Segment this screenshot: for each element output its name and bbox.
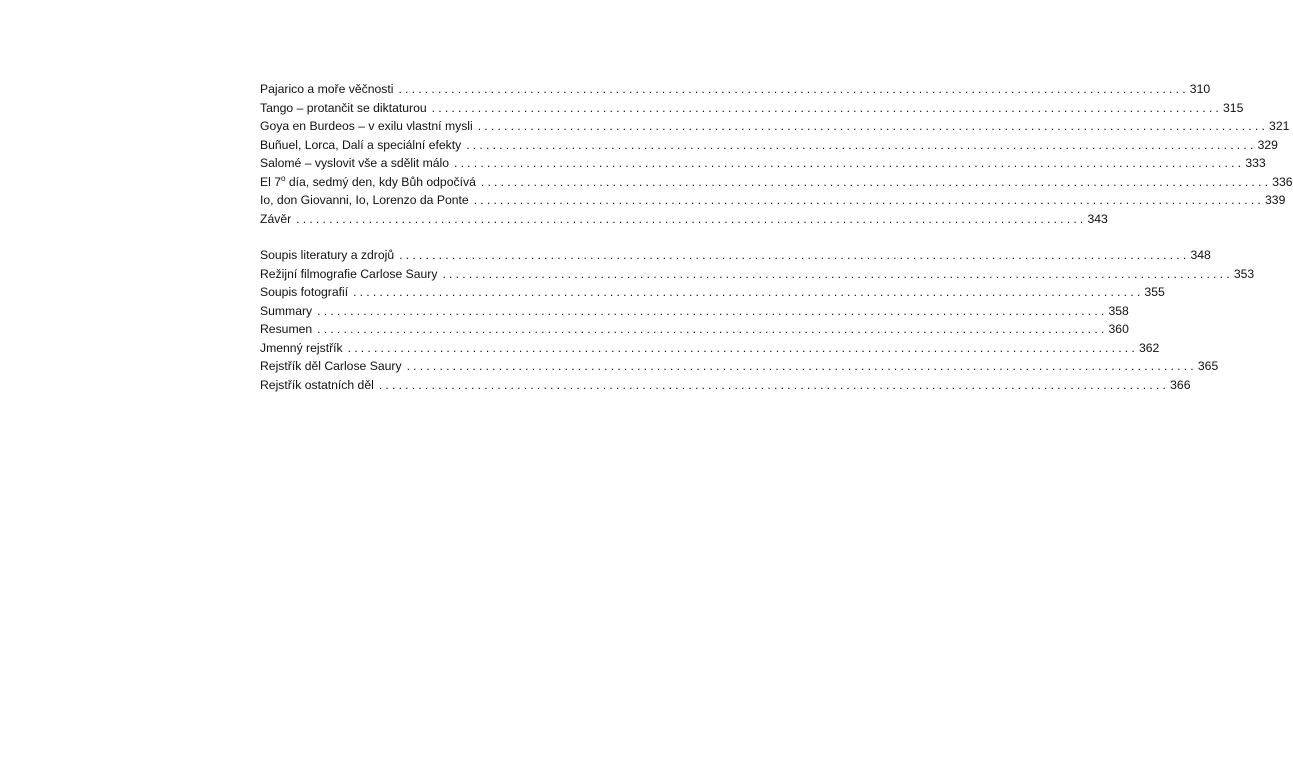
- toc-entry-title-text: Rejstřík děl Carlose Saury: [260, 359, 402, 373]
- toc-entry-title-text: Resumen: [260, 322, 313, 336]
- toc-entry[interactable]: [260, 246, 1211, 265]
- toc-dot-leader: ........................................................................................................................: [473, 193, 1265, 207]
- toc-dot-leader: ........................................................................................................................: [347, 340, 1138, 355]
- toc-entry-page-number: 358: [1108, 303, 1129, 318]
- toc-dot-leader: ........................................................................................................................: [296, 211, 1087, 226]
- toc-entry-title: [260, 376, 374, 397]
- toc-entry-title-text: Rejstřík ostatních děl: [260, 377, 374, 392]
- toc-entry-title-superscript: o: [281, 173, 286, 183]
- toc-entry-title: [260, 99, 427, 120]
- toc-dot-leader: ........................................................................................................................: [353, 285, 1144, 299]
- toc-entry-title-text: El 7: [260, 174, 282, 189]
- toc-entry-title-text: Režijní filmografie Carlose Saury: [260, 266, 438, 281]
- toc-dot-leader: ........................................................................................................................: [378, 377, 1170, 392]
- toc-entry[interactable]: [260, 136, 1278, 155]
- toc-entry-title: [260, 246, 394, 267]
- toc-entry-page-number: 353: [1233, 266, 1255, 281]
- toc-dot-leader: ........................................................................................................................: [442, 266, 1233, 281]
- toc-entry[interactable]: [260, 320, 1129, 339]
- toc-entry[interactable]: [260, 265, 1255, 284]
- toc-entry-title: [260, 210, 291, 231]
- toc-dot-leader: ........................................................................................................................: [453, 156, 1245, 170]
- toc-entry-title: [260, 191, 469, 212]
- toc-dot-leader: ........................................................................................................................: [398, 82, 1189, 96]
- toc-entry-title: [260, 265, 437, 286]
- toc-entry[interactable]: [260, 154, 1266, 173]
- toc-dot-leader: ........................................................................................................................: [399, 248, 1190, 262]
- toc-dot-leader: ........................................................................................................................: [480, 174, 1272, 189]
- toc-entry-page-number: 366: [1170, 377, 1191, 392]
- toc-entry-page-number: 365: [1197, 359, 1219, 373]
- toc-entry-page-number: 348: [1190, 248, 1211, 262]
- toc-entry-page-number: 336: [1272, 174, 1293, 189]
- toc-entry[interactable]: [260, 80, 1211, 99]
- toc-entry[interactable]: [260, 191, 1286, 210]
- toc-entry-page-number: 343: [1087, 211, 1108, 226]
- toc-entry-title: [260, 136, 461, 157]
- toc-entry-title: [260, 339, 343, 360]
- toc-entry[interactable]: [260, 210, 1108, 229]
- toc-dot-leader: ........................................................................................................................: [406, 359, 1197, 373]
- toc-entry-title: [260, 80, 393, 101]
- toc-entry-title-text: Závěr: [260, 211, 292, 226]
- toc-entry-page-number: 333: [1245, 156, 1266, 170]
- toc-entry[interactable]: [260, 283, 1165, 302]
- toc-entry-page-number: 329: [1257, 137, 1278, 152]
- table-of-contents: [260, 80, 1293, 394]
- toc-entry-title-text: Salomé – vyslovit vše a sdělit málo: [260, 156, 449, 170]
- toc-entry-title-text: Jmenný rejstřík: [260, 340, 343, 355]
- toc-entry-title-text: Summary: [260, 303, 313, 318]
- toc-entry-title-text: Goya en Burdeos – v exilu vlastní mysli: [260, 119, 473, 133]
- toc-entry[interactable]: [260, 117, 1290, 136]
- toc-dot-leader: ........................................................................................................................: [431, 100, 1223, 115]
- toc-entry-title-text: Buñuel, Lorca, Dalí a speciální efekty: [260, 137, 462, 152]
- toc-entry-title: [260, 117, 473, 138]
- toc-entry-title: [260, 283, 348, 304]
- toc-group-chapters: [260, 80, 1293, 228]
- toc-entry-title: [260, 320, 312, 341]
- toc-dot-leader: ........................................................................................................................: [317, 303, 1108, 318]
- toc-dot-leader: ........................................................................................................................: [317, 322, 1108, 336]
- toc-entry-page-number: 355: [1144, 285, 1165, 299]
- toc-entry[interactable]: [260, 339, 1160, 358]
- toc-entry-title-text: Tango – protančit se diktaturou: [260, 100, 427, 115]
- toc-entry[interactable]: [260, 376, 1191, 395]
- toc-entry-page-number: 339: [1265, 193, 1286, 207]
- toc-entry-title-text-rest: día, sedmý den, kdy Bůh odpočívá: [285, 174, 476, 189]
- toc-entry-title-text: Io, don Giovanni, Io, Lorenzo da Ponte: [260, 193, 469, 207]
- toc-entry-page-number: 321: [1269, 119, 1290, 133]
- toc-entry-page-number: 360: [1108, 322, 1129, 336]
- toc-dot-leader: ........................................................................................................................: [466, 137, 1257, 152]
- toc-entry[interactable]: [260, 302, 1129, 321]
- toc-group-appendices: [260, 246, 1255, 394]
- toc-entry[interactable]: [260, 99, 1244, 118]
- toc-entry-title: [260, 357, 402, 378]
- toc-entry[interactable]: [260, 173, 1293, 192]
- toc-entry[interactable]: [260, 357, 1219, 376]
- toc-entry-title-text: Pajarico a moře věčnosti: [260, 82, 394, 96]
- toc-entry-title: [260, 302, 312, 323]
- toc-entry-page-number: 310: [1189, 82, 1211, 96]
- toc-entry-title-text: Soupis literatury a zdrojů: [260, 248, 395, 262]
- toc-entry-page-number: 315: [1223, 100, 1244, 115]
- toc-dot-leader: ........................................................................................................................: [477, 119, 1269, 133]
- toc-entry-title-text: Soupis fotografií: [260, 285, 349, 299]
- toc-entry-title: [260, 173, 476, 194]
- toc-entry-title: [260, 154, 449, 175]
- toc-entry-page-number: 362: [1138, 340, 1160, 355]
